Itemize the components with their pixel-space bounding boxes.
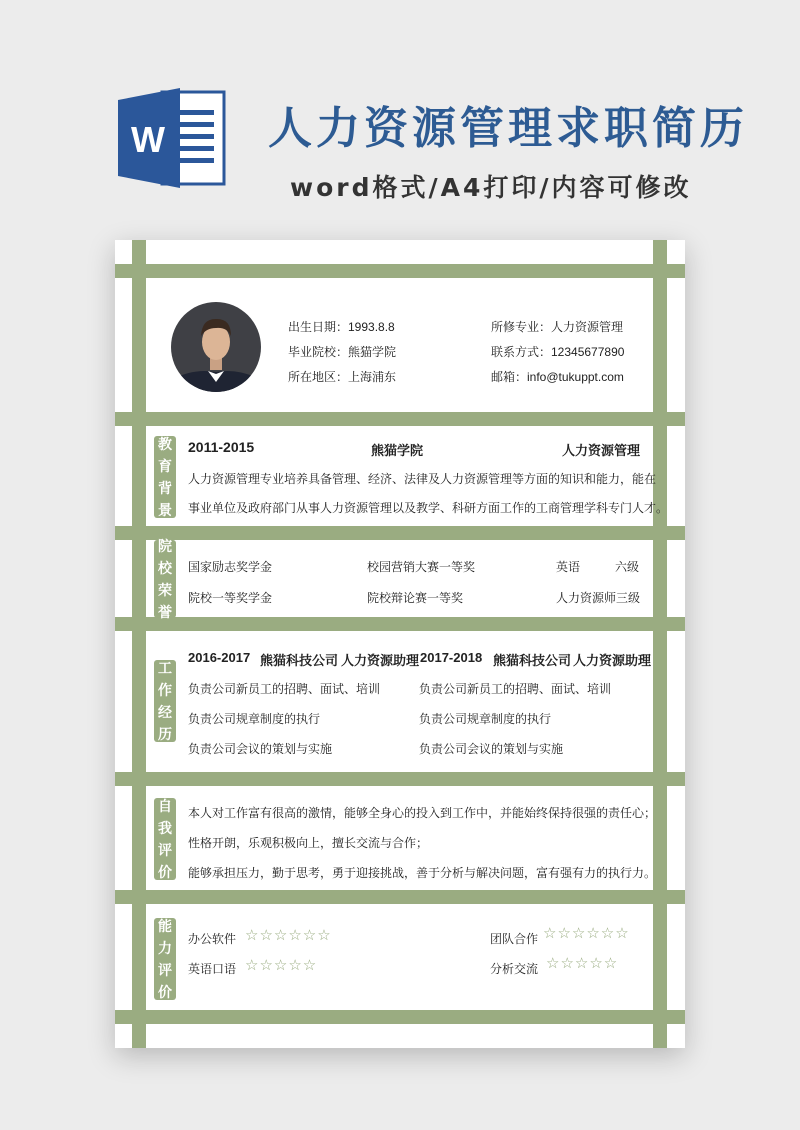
honor-item: 英语 [556,560,581,574]
frame-divider [115,1010,685,1024]
honor-item: 校园营销大赛一等奖 [367,560,476,574]
work-years: 2017-2018 [420,650,483,665]
work-company: 熊猫科技公司 [493,653,572,668]
work-duty: 负责公司新员工的招聘、面试、培训 [188,682,381,696]
education-description-line: 人力资源管理专业培养具备管理、经济、法律及人力资源管理等方面的知识和能力，能在 [188,472,657,486]
graduate-school: 毕业院校：熊猫学院 [288,345,397,359]
frame-divider [115,526,685,540]
work-duty: 负责公司规章制度的执行 [419,712,552,726]
page-subtitle: word格式/A4打印/内容可修改 [290,173,692,202]
frame-divider [115,617,685,631]
word-icon-letter: W [131,119,165,160]
avatar [171,302,261,392]
location: 所在地区：上海浦东 [288,370,397,384]
honor-item: 六级 [615,560,640,574]
work-position: 人力资源助理 [341,653,420,668]
work-company: 熊猫科技公司 [260,653,339,668]
education-major: 人力资源管理 [562,443,641,458]
work-duty: 负责公司会议的策划与实施 [188,742,333,756]
skill-name: 英语口语 [188,962,237,976]
honor-item: 国家励志奖学金 [188,560,273,574]
left-frame-bar [132,240,146,1048]
honor-item: 院校一等奖学金 [188,591,273,605]
frame-divider [115,890,685,904]
frame-divider [115,264,685,278]
star-rating-icon: ☆☆☆☆☆☆ [543,925,630,942]
self-evaluation-line: 能够承担压力，勤于思考，勇于迎接挑战，善于分析与解决问题，富有强有力的执行力。 [188,866,657,880]
star-rating-icon: ☆☆☆☆☆ [245,957,318,974]
phone: 联系方式：12345677890 [491,345,625,359]
section-label-ability: 能 力 评 价 [154,918,176,1000]
work-duty: 负责公司会议的策划与实施 [419,742,564,756]
self-evaluation-line: 性格开朗，乐观积极向上，擅长交流与合作； [188,836,429,850]
education-years: 2011-2015 [188,439,255,455]
education-description-line: 事业单位及政府部门从事人力资源管理以及教学、科研方面工作的工商管理学科专门人才。 [188,501,669,515]
self-evaluation-line: 本人对工作富有很高的激情，能够全身心的投入到工作中，并能始终保持很强的责任心； [188,806,657,820]
resume-paper [115,240,685,1048]
star-rating-icon: ☆☆☆☆☆ [546,955,619,972]
frame-divider [115,412,685,426]
major: 所修专业：人力资源管理 [491,320,624,334]
skill-name: 团队合作 [490,932,539,946]
section-label-self-evaluation: 自 我 评 价 [154,798,176,880]
education-school: 熊猫学院 [371,443,424,458]
honor-item: 人力资源师三级 [556,591,641,605]
section-label-work: 工 作 经 历 [154,660,176,742]
honor-item: 院校辩论赛一等奖 [367,591,464,605]
section-label-education: 教 育 背 景 [154,436,176,518]
frame-divider [115,772,685,786]
work-duty: 负责公司新员工的招聘、面试、培训 [419,682,612,696]
page-title: 人力资源管理求职简历 [268,103,748,154]
word-document-icon [118,88,226,188]
section-label-honors: 院 校 荣 誉 [154,540,176,618]
birth-date: 出生日期：1993.8.8 [288,320,395,334]
work-years: 2016-2017 [188,650,251,665]
skill-name: 分析交流 [490,962,539,976]
skill-name: 办公软件 [188,932,237,946]
work-duty: 负责公司规章制度的执行 [188,712,321,726]
email: 邮箱：info@tukuppt.com [491,370,624,384]
work-position: 人力资源助理 [573,653,652,668]
star-rating-icon: ☆☆☆☆☆☆ [245,927,332,944]
right-frame-bar [653,240,667,1048]
